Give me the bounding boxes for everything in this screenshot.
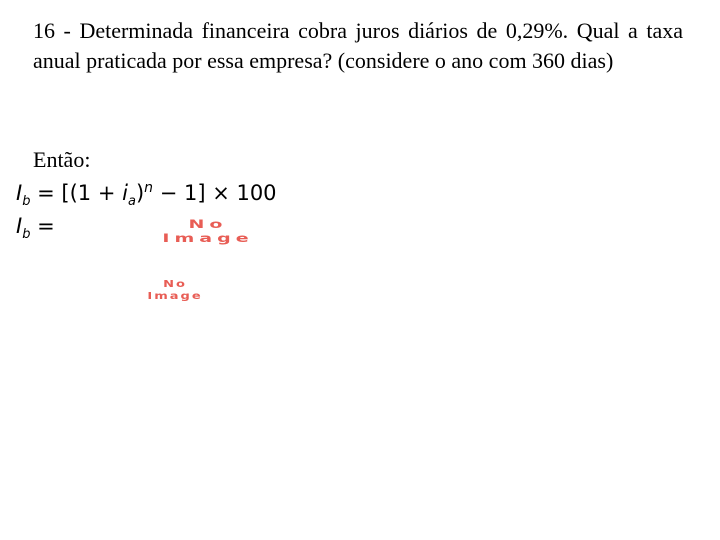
no-image-placeholder-small xyxy=(133,278,217,303)
formula-open: [(1 + xyxy=(61,181,123,205)
no-image-line2: Image xyxy=(162,231,254,245)
no-image-line1: No xyxy=(163,278,187,291)
no-image-line1: No xyxy=(188,217,228,231)
result-lhs: I xyxy=(16,214,23,238)
no-image-line2: Image xyxy=(147,290,203,303)
no-image-placeholder-large xyxy=(128,215,288,248)
result-equals: = xyxy=(30,214,55,238)
formula-lhs-subscript: b xyxy=(22,194,31,209)
formula-exponent: n xyxy=(144,180,154,196)
formula-tail: − 1] × 100 xyxy=(153,181,277,205)
result-formula xyxy=(16,211,55,250)
formula-close: ) xyxy=(135,181,145,205)
question-text: 16 - Determinada financeira cobra juros diários de 0,29%. Qual a taxa anual praticada por essa empresa? (considere o ano com 360 dias) xyxy=(33,18,683,73)
then-label: Então: xyxy=(33,147,91,172)
formula-lhs: I xyxy=(16,181,23,205)
formula-var: i xyxy=(122,181,128,205)
formula-var-subscript: a xyxy=(127,194,136,209)
annual-rate-formula xyxy=(16,173,277,217)
result-lhs-subscript: b xyxy=(22,227,31,242)
formula-equals: = xyxy=(30,181,62,205)
